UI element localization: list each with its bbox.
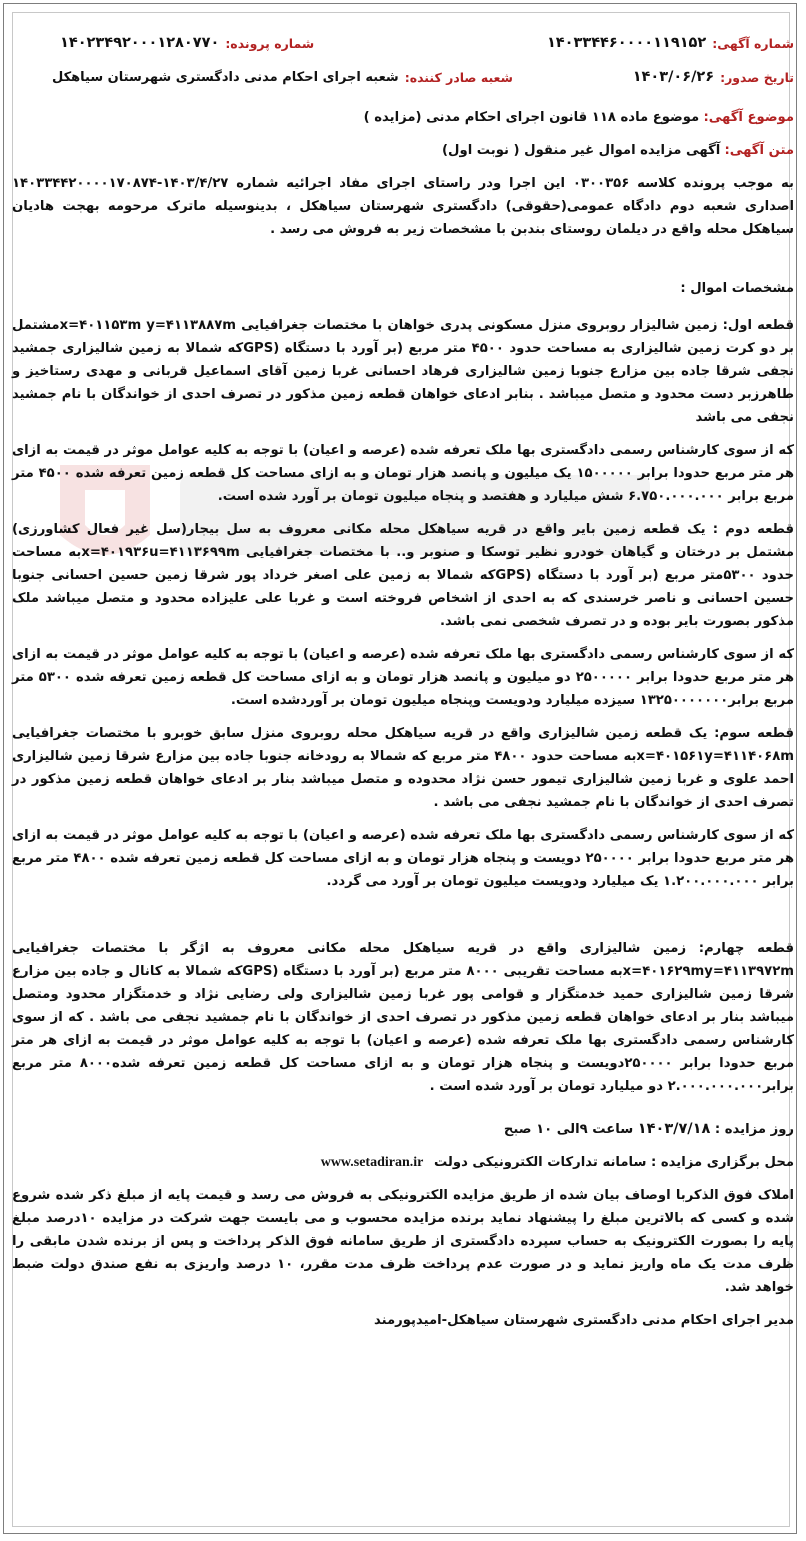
parcel-4-paragraph: قطعه چهارم: زمین شالیزاری واقع در قریه سیاهکل محله مکانی معروف به اژگر با مختصات جغرافیایی x=۴۰۱۶۲۹my=۴۱۱۳۹۷۲mبه مساحت تقریبی ۸۰۰۰ متر مربع (بر آورد با دستگاه (GPSکه شمالا به کانال و جاده بین مزارع شرقا زمین شالیزاری حمید خدمتگزار و قوامی پور غربا زمین شالیزاری ولی رضایی نژاد و خدمتگزار محدود ومتصل میباشد بنار بر ادعای خواهان قطعه زمین مذکور در تصرف احدی از خواندگان با نام جمشید نجفی می باشد . که از سوی کارشناس رسمی دادگستری بها ملک تعرفه شده (عرصه و اعیان) با توجه به کلیه عوامل موثر در قیمت به ازای هر متر مربع حدودا برابر ۲۵۰۰۰۰دویست و پنجاه هزار تومان و به ازای مساحت کل قطعه زمین تعرفه شده۸۰۰۰ متر مربع برابر۲.۰۰۰.۰۰۰.۰۰۰ دو میلیارد تومان بر آورد شده است . — [12, 941, 794, 1094]
auction-venue-label: محل برگزاری مزایده : — [651, 1155, 794, 1170]
subject-line — [12, 106, 794, 129]
ad-text-line — [12, 139, 794, 162]
parcel-2-description: قطعه دوم : یک قطعه زمین بایر واقع در قریه سیاهکل محله مکانی معروف به سل بیجار(سل غیر فعال کشاورزی) مشتمل بر درختان و گیاهان خودرو نظیر توسکا و صنوبر و.. با مختصات جغرافیایی x=۴۰۱۹۳۶u=۴۱۱۳۶۹۹mبه مساحت حدود ۵۳۰۰متر مربع (بر آورد با دستگاه (GPSکه شمالا به زمین علی اصغر خرداد پور شرقا زمین حسین احسانی جنوبا حسین احسانی و ناصر خرسندی که به احدی از اشخاص فروخته است و غربا علی علیزاده محدود و متصل میباشد ملک مذکور بصورت بایر بوده و در تصرف شخصی نمی باشد. — [12, 522, 794, 629]
case-number-value: ۱۴۰۲۳۴۹۲۰۰۰۱۲۸۰۷۷۰ — [60, 34, 220, 51]
parcel-3-valuation: که از سوی کارشناس رسمی دادگستری بها ملک تعرفه شده (عرصه و اعیان) با توجه به کلیه عوامل موثر در قیمت به ازای هر متر مربع حدودا برابر ۲۵۰۰۰۰ دویست و پنجاه هزار تومان و به ازای مساحت کل قطعه زمین تعرفه شده ۴۸۰۰ متر مربع برابر ۱.۲۰۰.۰۰۰.۰۰۰ یک میلیارد ودویست میلیون تومان بر آورد می گردد. — [12, 828, 794, 889]
signature: مدیر اجرای احکام مدنی دادگستری شهرستان سیاهکل-امیدپورمند — [374, 1313, 794, 1328]
auction-venue-value: سامانه تدارکات الکترونیکی دولت — [433, 1155, 647, 1170]
specs-heading: مشخصات اموال : — [680, 281, 794, 296]
ad-text-label: متن آگهی: — [724, 143, 794, 158]
ad-number-label: شماره آگهی: — [712, 35, 794, 51]
issuer-value: شعبه اجرای احکام مدنی دادگستری شهرستان سیاهکل — [52, 69, 399, 85]
ad-number-value: ۱۴۰۳۳۴۴۶۰۰۰۰۱۱۹۱۵۲ — [546, 34, 707, 51]
meta-row-1 — [12, 28, 794, 58]
auction-website-link[interactable]: www.setadiran.ir — [320, 1155, 424, 1170]
issue-date-label: تاریخ صدور: — [720, 69, 794, 85]
meta-row-2 — [12, 62, 794, 92]
subject-label: موضوع آگهی: — [703, 110, 794, 125]
case-number-label: شماره پرونده: — [225, 35, 315, 51]
auction-date-value: ۱۴۰۳/۷/۱۸ — [637, 1121, 711, 1137]
subject-value: موضوع ماده ۱۱۸ قانون اجرای احکام مدنی (مزایده ) — [363, 110, 700, 125]
parcel-3-description: قطعه سوم: یک قطعه زمین شالیزاری واقع در قریه سیاهکل محله روبروی منزل سابق خوبرو با مختصات جغرافیایی x=۴۰۱۵۶۱y=۴۱۱۴۰۶۸mبه مساحت حدود ۴۸۰۰ متر مربع که شمالا به رودخانه جنوبا جاده بین مزارع شرقا زمین شالیزاری احمد علوی و غربا زمین شالیزاری تیمور حسن نژاد محدوده و متصل میباشد بنار بر ادعای خواهان قطعه زمین مذکور در تصرف احدی از خواندگان با نام جمشید نجفی می باشد . — [12, 726, 795, 810]
auction-date-line — [12, 1118, 794, 1141]
ad-text-value: آگهی مزایده اموال غیر منقول ( نوبت اول) — [442, 143, 721, 158]
auction-venue-line — [12, 1151, 794, 1174]
auction-date-label: روز مزایده : — [714, 1122, 794, 1137]
parcel-2-valuation: که از سوی کارشناس رسمی دادگستری بها ملک تعرفه شده (عرصه و اعیان) با توجه به کلیه عوامل موثر در قیمت به ازای هر متر مربع حدودا برابر ۲۵۰۰۰۰۰ دو میلیون و پانصد هزار تومان و به ازای مساحت کل قطعه زمین تعرفه شده ۵۳۰۰ متر مربع برابر۱۳۲۵۰۰۰۰۰۰۰ سیزده میلیارد ودویست وپنجاه میلیون تومان بر آوردشده است. — [12, 647, 795, 708]
parcel-1-description: قطعه اول: زمین شالیزار روبروی منزل مسکونی پدری خواهان با مختصات جغرافیایی x=۴۰۱۱۵۳m y=۴۱۱۳۸۸۷mمشتمل بر دو کرت زمین شالیزاری به مساحت حدود ۴۵۰۰ متر مربع (بر آورد با دستگاه (GPSکه شمالا به زمین شالیزاری جمشید نجفی شرقا جاده بین مزارع جنوبا زمین شالیزاری فرهاد احسانی غربا زمین آقای اسماعیل قربانی و مهدی رستاخیز و طاهرزبر دست محدود و متصل میباشد . بنابر ادعای خواهان قطعه زمین مذکور در تصرف احدی از خواندگان با نام جمشید نجفی می باشد — [12, 318, 795, 425]
ad-number — [547, 32, 794, 55]
announcement-body — [12, 28, 794, 1332]
terms-paragraph: املاک فوق الذکربا اوصاف بیان شده از طریق مزایده الکترونیکی به فروش می رسد و قیمت پایه از مبلغ ذکر شده شروع شده و کسی که بالاترین مبلغ را پیشنهاد نماید برنده مزایده محسوب و می بایست جهت شرکت در مزایده ۱۰درصد مبلغ پایه را بصورت الکترونیک به حساب سپرده دادگستری از طریق سامانه فوق الذکر پرداخت و پس از برنده شدن مابقی را ظرف مدت یک ماه واریز نماید و در صورت عدم پرداخت ظرف مدت مقرر، ۱۰ درصد واریزی به نفع صندق دولت ضبط خواهد شد. — [12, 1188, 794, 1295]
issue-date-value: ۱۴۰۳/۰۶/۲۶ — [632, 68, 715, 85]
issue-date — [633, 66, 794, 89]
intro-paragraph: به موجب پرونده کلاسه ۰۳۰۰۳۵۶ این اجرا ودر راستای اجرای مفاد اجرائیه شماره ۱۴۰۳/۴/۲۷-۱۴۰۳۳۴۴۲۰۰۰۰۱۷۰۸۷۴ اصداری شعبه دوم دادگاه عمومی(حقوقی) دادگستری شهرستان سیاهکل ، بدینوسیله ماترک مرحومه بهجت هادیان سیاهکل محله واقع در دیلمان روستای بندبن با مشخصات زیر به فروش می رسد . — [12, 176, 794, 237]
issuer — [52, 66, 513, 89]
issuer-label: شعبه صادر کننده: — [404, 69, 513, 85]
parcel-1-valuation: که از سوی کارشناس رسمی دادگستری بها ملک تعرفه شده (عرصه و اعیان) با توجه به کلیه عوامل موثر در قیمت به ازای هر متر مربع حدودا برابر ۱۵۰۰۰۰۰ یک میلیون و پانصد هزار تومان و به ازای مساحت کل قطعه زمین تعرفه شده ۴۵۰۰ متر مربع برابر ۶.۷۵۰.۰۰۰.۰۰۰ شش میلیارد و هفتصد و پنجاه میلیون تومان بر آورد شده است. — [12, 443, 795, 504]
auction-time-value: ساعت ۹الی ۱۰ صبح — [503, 1122, 634, 1137]
case-number — [60, 32, 314, 55]
